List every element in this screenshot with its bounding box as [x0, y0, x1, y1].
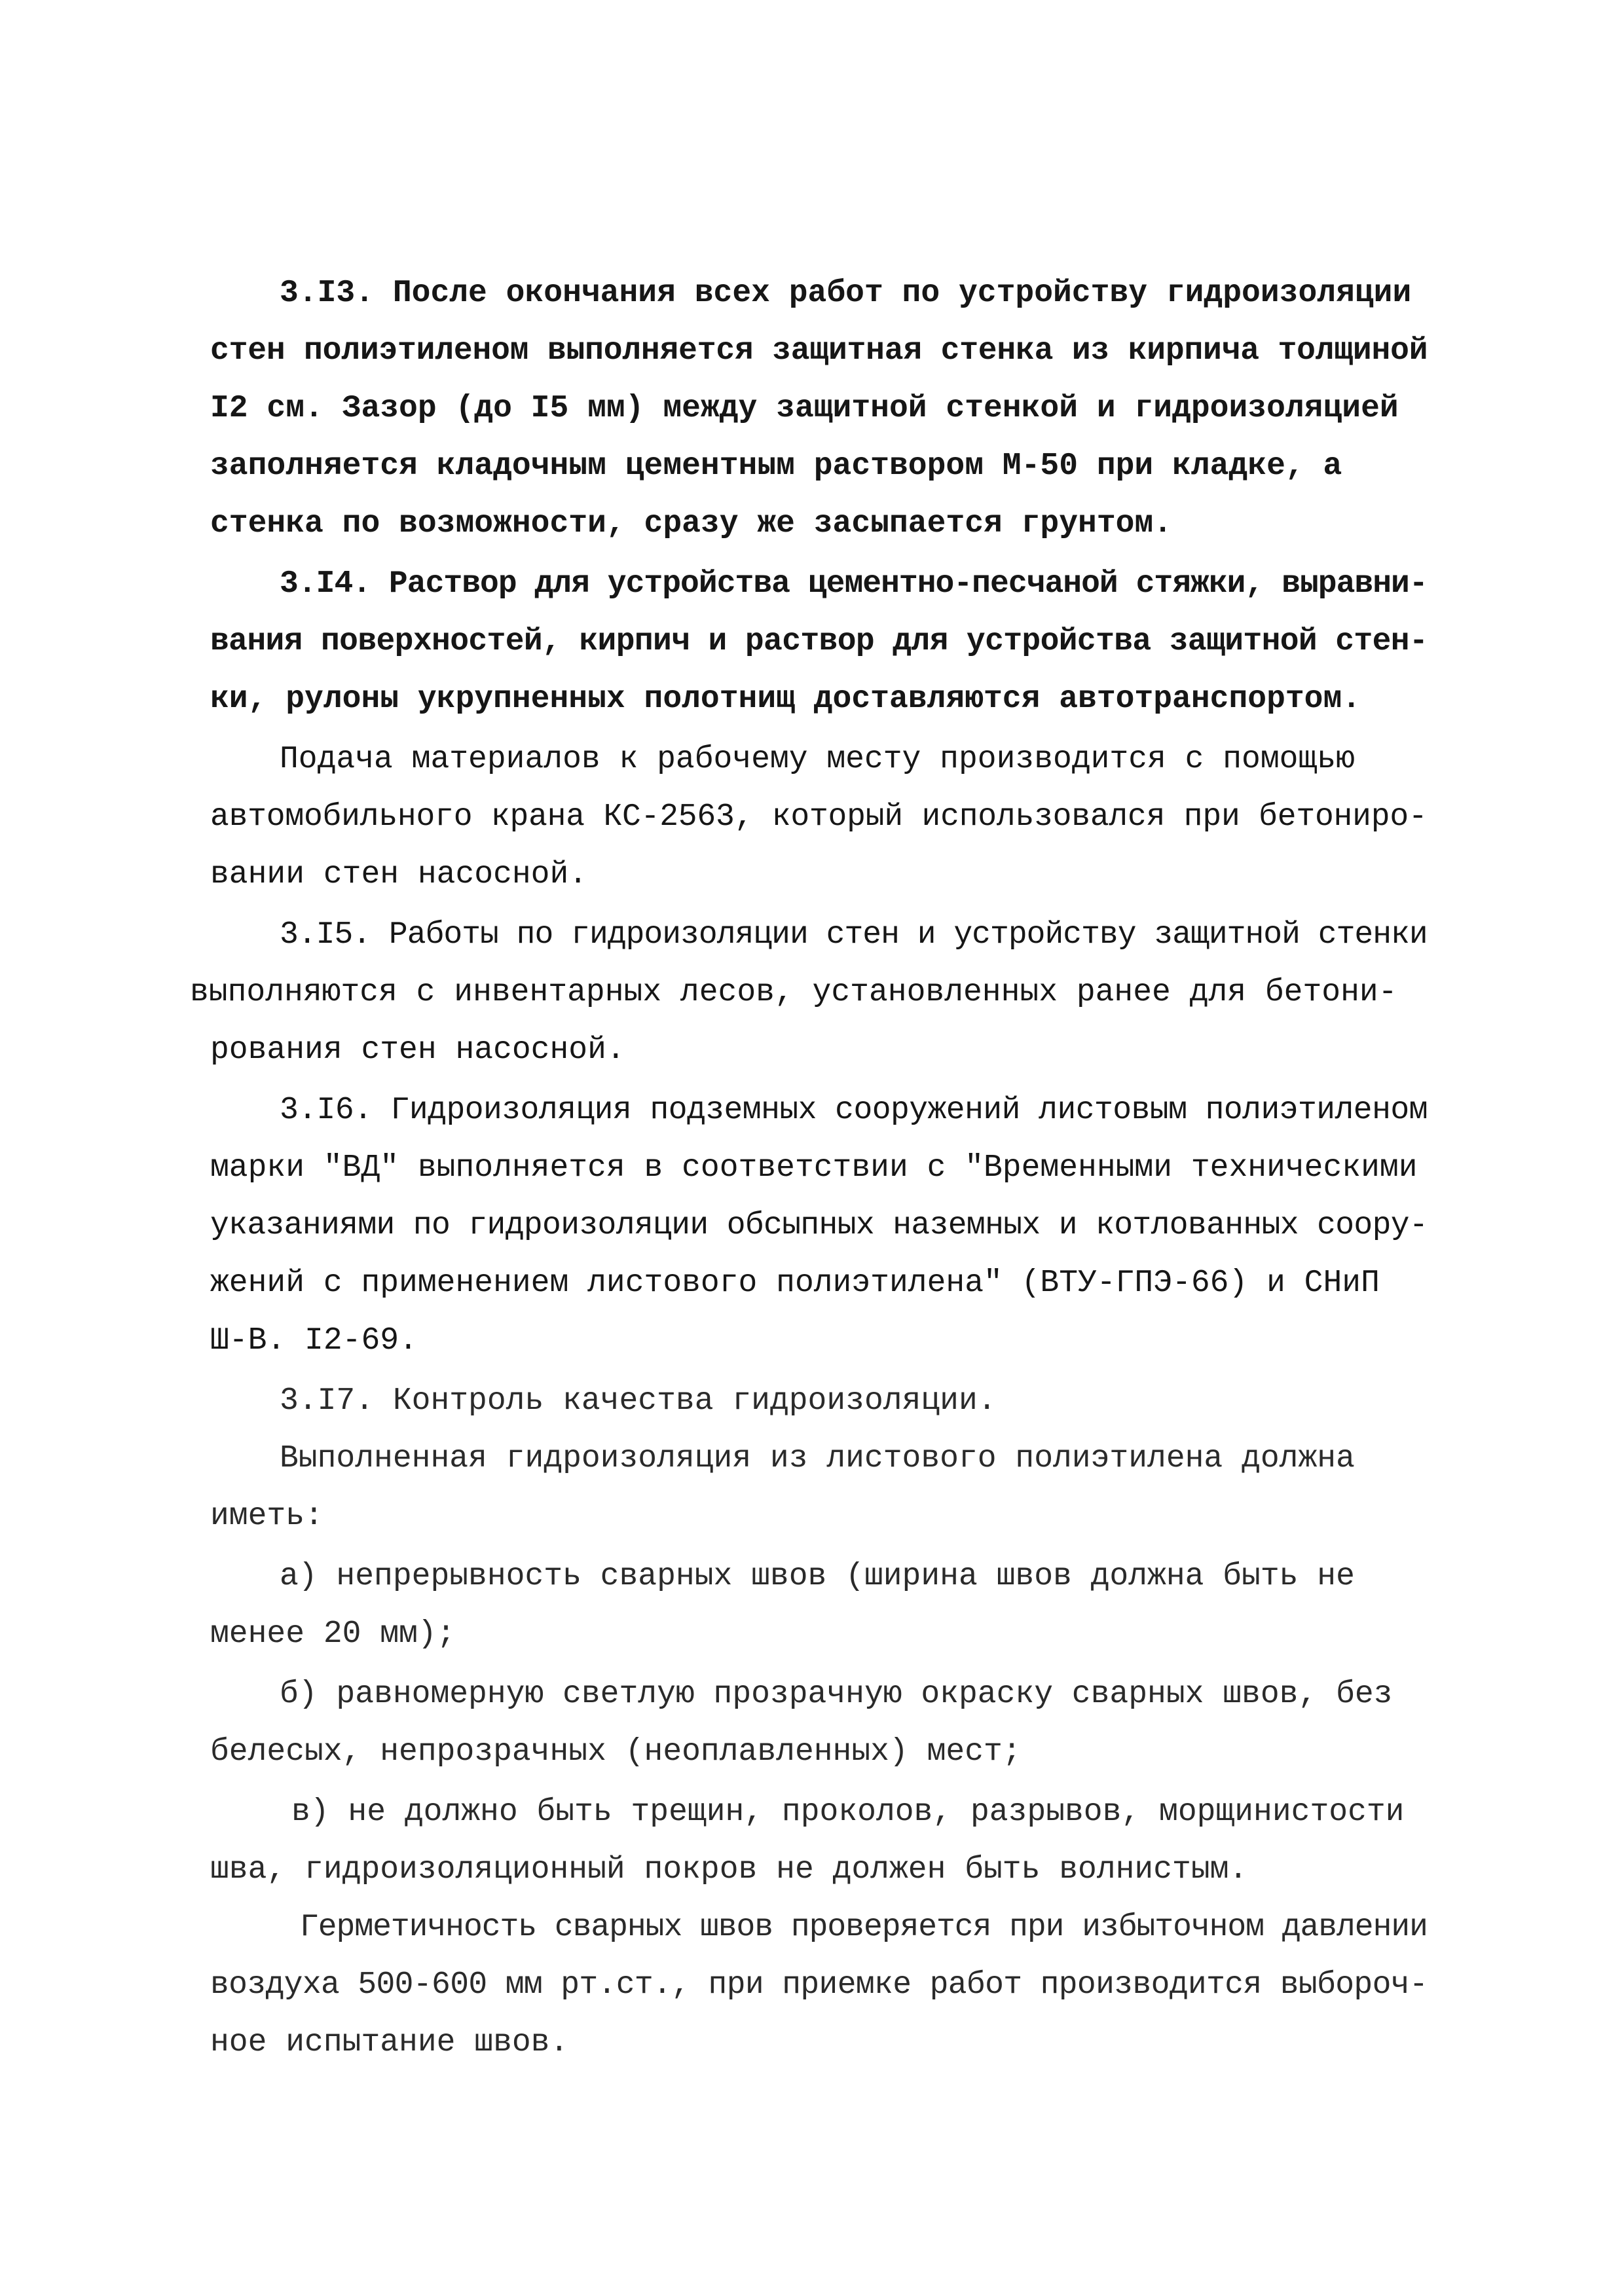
text-line: вания поверхностей, кирпич и раствор для устройства защитной стен-: [210, 624, 1428, 659]
text-line: ки, рулоны укрупненных полотнищ доставляются автотранспортом.: [210, 682, 1361, 717]
text-line: 3.I7. Контроль качества гидроизоляции.: [280, 1383, 997, 1419]
text-line: I2 см. Зазор (до I5 мм) между защитной стенкой и гидроизоляцией: [210, 391, 1399, 426]
text-line: 3.I4. Раствор для устройства цементно-песчаной стяжки, выравни-: [280, 566, 1428, 602]
text-line: стен полиэтиленом выполняется защитная стенка из кирпича толщиной: [210, 333, 1428, 369]
text-line: в) не должно быть трещин, проколов, разрывов, морщинистости: [291, 1795, 1405, 1830]
text-line: вании стен насосной.: [210, 857, 588, 892]
text-line: шва, гидроизоляционный покров не должен быть волнистым.: [210, 1852, 1248, 1887]
text-line: Ш-В. I2-69.: [210, 1323, 418, 1358]
text-line: жений с применением листового полиэтилена" (ВТУ-ГПЭ-66) и СНиП: [210, 1266, 1380, 1301]
text-line: марки "ВД" выполняется в соответствии с "Временными техническими: [210, 1150, 1418, 1186]
text-line: б) равномерную светлую прозрачную окраску сварных швов, без: [280, 1677, 1393, 1712]
text-line: Выполненная гидроизоляция из листового полиэтилена должна: [280, 1441, 1355, 1476]
text-line: Герметичность сварных швов проверяется при избыточном давлении: [300, 1910, 1428, 1945]
text-line: выполняются с инвентарных лесов, установленных ранее для бетони-: [190, 975, 1397, 1010]
text-line: указаниями по гидроизоляции обсыпных наземных и котлованных соору-: [210, 1208, 1428, 1243]
text-line: Подача материалов к рабочему месту производится с помощью: [280, 742, 1355, 777]
text-line: иметь:: [210, 1499, 323, 1534]
text-line: 3.I5. Работы по гидроизоляции стен и устройству защитной стенки: [280, 917, 1428, 953]
text-line: заполняется кладочным цементным раствором М-50 при кладке, а: [210, 448, 1342, 484]
text-line: автомобильного крана КС-2563, который использовался при бетониро-: [210, 799, 1428, 835]
text-line: менее 20 мм);: [210, 1616, 456, 1652]
text-line: а) непрерывность сварных швов (ширина швов должна быть не: [280, 1559, 1355, 1594]
text-line: 3.I6. Гидроизоляция подземных сооружений листовым полиэтиленом: [280, 1093, 1428, 1128]
text-line: стенка по возможности, сразу же засыпается грунтом.: [210, 506, 1173, 541]
text-line: рования стен насосной.: [210, 1032, 625, 1068]
text-line: ное испытание швов.: [210, 2025, 569, 2060]
text-line: белесых, непрозрачных (неоплавленных) мест;: [210, 1734, 1022, 1770]
text-line: 3.I3. После окончания всех работ по устройству гидроизоляции: [280, 276, 1412, 311]
text-line: воздуха 500-600 мм рт.ст., при приемке работ производится выбороч-: [210, 1967, 1428, 2003]
